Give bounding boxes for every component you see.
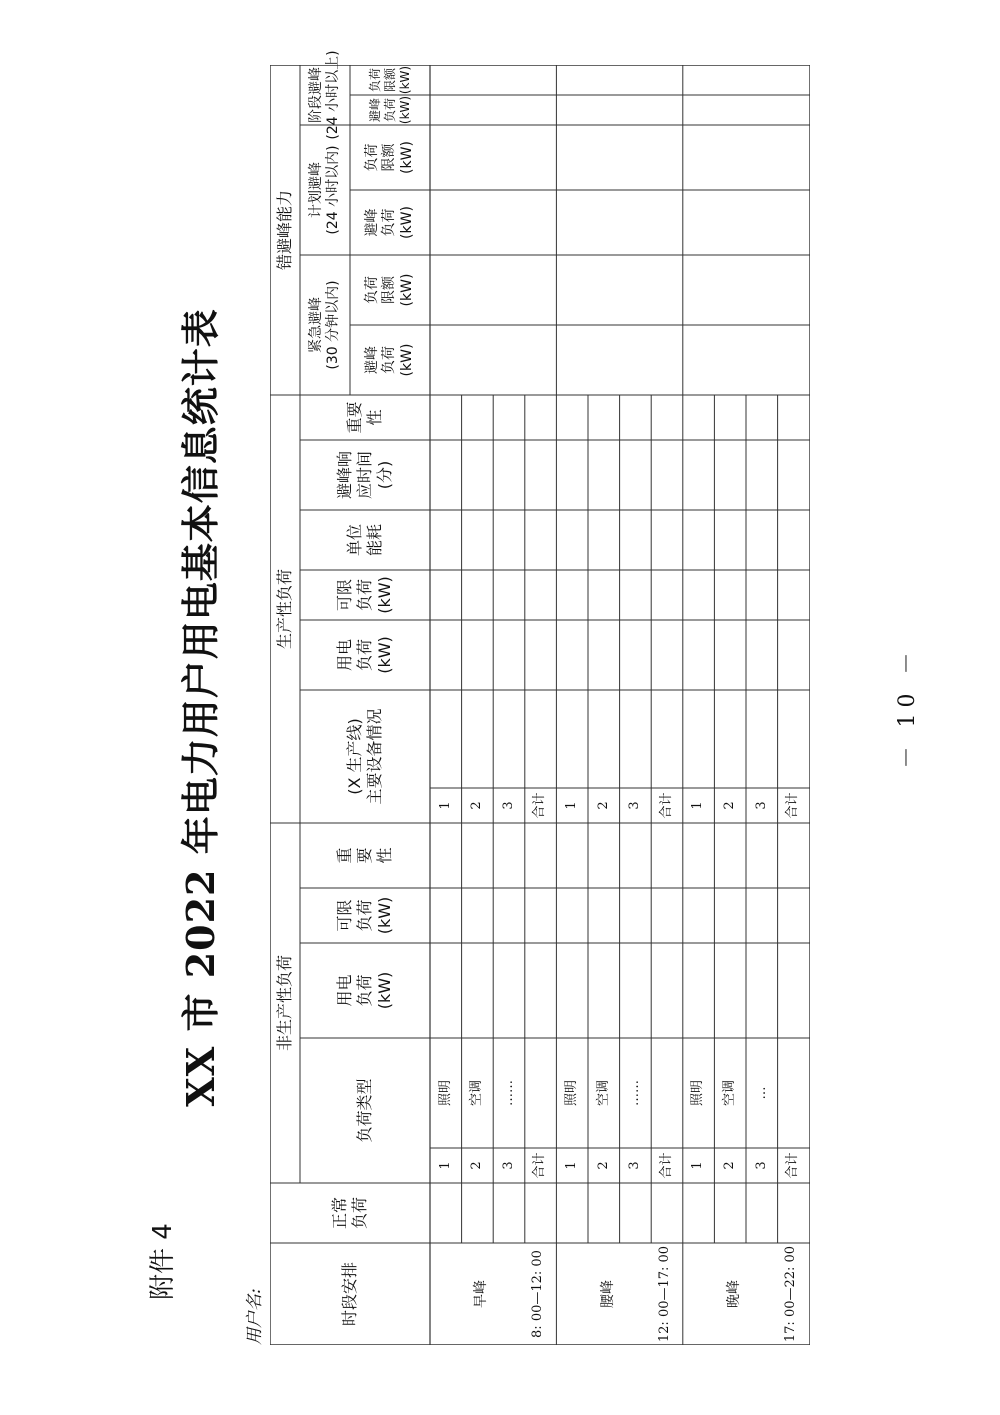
prod-row-index: 合计: [532, 792, 548, 819]
header-stage-avoid-load: 避峰 负荷 (kW): [367, 95, 412, 125]
header-use-load: 用电 负荷 (kW): [335, 971, 394, 1010]
period-name: 早峰: [473, 1280, 490, 1308]
prod-row-index: 合计: [658, 792, 674, 819]
nonprod-row-index: 1: [690, 1161, 706, 1170]
period-time: 17: 00—22: 00: [783, 1245, 799, 1343]
nonprod-row-index: 3: [627, 1161, 643, 1170]
nonprod-row-index: 2: [722, 1161, 738, 1170]
header-limit-load: 可限 负荷 (kW): [335, 896, 394, 935]
header-prod-use-load: 用电 负荷 (kW): [335, 636, 394, 674]
header-stage-load-limit: 负荷 限额 (kW): [367, 65, 412, 95]
prod-row-index: 1: [690, 801, 706, 810]
nonprod-row-index: 合计: [785, 1152, 801, 1179]
period-time: 8: 00—12: 00: [530, 1250, 546, 1338]
nonprod-row-index: 3: [753, 1161, 769, 1170]
prod-row-index: 3: [627, 801, 643, 810]
header-response-time: 避峰响 应时间 (分): [335, 451, 394, 500]
period-name: 腰峰: [599, 1280, 616, 1308]
page-number: － 10 －: [895, 646, 920, 769]
nonprod-row-index: 2: [595, 1161, 611, 1170]
prod-row-index: 3: [500, 801, 516, 810]
nonprod-row-index: 3: [500, 1161, 516, 1170]
header-prod-importance-text: 重要 性: [345, 401, 384, 434]
nonprod-row-load-type: …: [753, 1086, 769, 1100]
nonprod-row-load-type: ……: [627, 1080, 643, 1106]
prod-row-index: 2: [722, 801, 738, 810]
header-unit-energy: 单位 能耗: [345, 524, 384, 557]
prod-row-index: 1: [437, 801, 453, 810]
nonprod-row-index: 2: [469, 1161, 485, 1170]
nonprod-row-index: 合计: [658, 1152, 674, 1179]
nonprod-row-load-type: ……: [500, 1080, 516, 1106]
nonprod-row-load-type: 空调: [595, 1080, 611, 1107]
period-time: 12: 00—17: 00: [656, 1245, 672, 1343]
prod-row-index: 合计: [785, 792, 801, 819]
header-normal-load: 正常 负荷: [330, 1197, 369, 1230]
header-prod-group: 生产性负荷: [275, 569, 294, 650]
nonprod-row-load-type: [651, 1038, 683, 1148]
header-nonprod-group: 非生产性负荷: [275, 955, 294, 1052]
prod-row-index: 2: [469, 801, 485, 810]
nonprod-row-load-type: [525, 1038, 557, 1148]
user-name-label: 用户名:: [245, 1288, 265, 1345]
header-prod-limit-load: 可限 负荷 (kW): [335, 576, 394, 614]
period-name: 晚峰: [726, 1280, 743, 1308]
header-emergency: 紧急避峰 (30 分钟以内): [307, 280, 341, 370]
header-planned: 计划避峰 (24 小时以内): [307, 145, 341, 235]
nonprod-row-load-type: 照明: [564, 1080, 580, 1107]
header-emergency-avoid-load: 避峰 负荷 (kW): [363, 343, 415, 377]
prod-row-index: 2: [595, 801, 611, 810]
header-stage: 阶段避峰 (24 小时以上): [307, 50, 341, 140]
header-planned-avoid-load: 避峰 负荷 (kW): [363, 206, 415, 239]
header-equipment: (X 生产线) 主要设备情况: [345, 708, 384, 805]
page-title: XX 市 2022 年电力用户用电基本信息统计表: [178, 308, 223, 1107]
prod-row-index: 3: [753, 801, 769, 810]
nonprod-row-load-type: 空调: [722, 1080, 738, 1107]
nonprod-row-load-type: [778, 1038, 810, 1148]
nonprod-row-index: 1: [437, 1161, 453, 1170]
nonprod-row-index: 1: [564, 1161, 580, 1170]
nonprod-row-index: 合计: [532, 1152, 548, 1179]
nonprod-row-load-type: 空调: [469, 1080, 485, 1107]
header-importance: 重 要 性: [335, 847, 394, 864]
statistics-table: [270, 50, 810, 1345]
attachment-label: 附件 4: [148, 1223, 178, 1300]
header-time-schedule: 时段安排: [340, 1262, 359, 1327]
nonprod-row-load-type: 照明: [437, 1080, 453, 1107]
header-load-type: 负荷类型: [355, 1078, 374, 1143]
prod-row-index: 1: [564, 801, 580, 810]
nonprod-row-load-type: 照明: [690, 1080, 706, 1107]
header-emergency-load-limit: 负荷 限额 (kW): [363, 273, 415, 307]
header-peak-group: 错避峰能力: [275, 190, 294, 271]
header-planned-load-limit: 负荷 限额 (kW): [363, 141, 415, 174]
